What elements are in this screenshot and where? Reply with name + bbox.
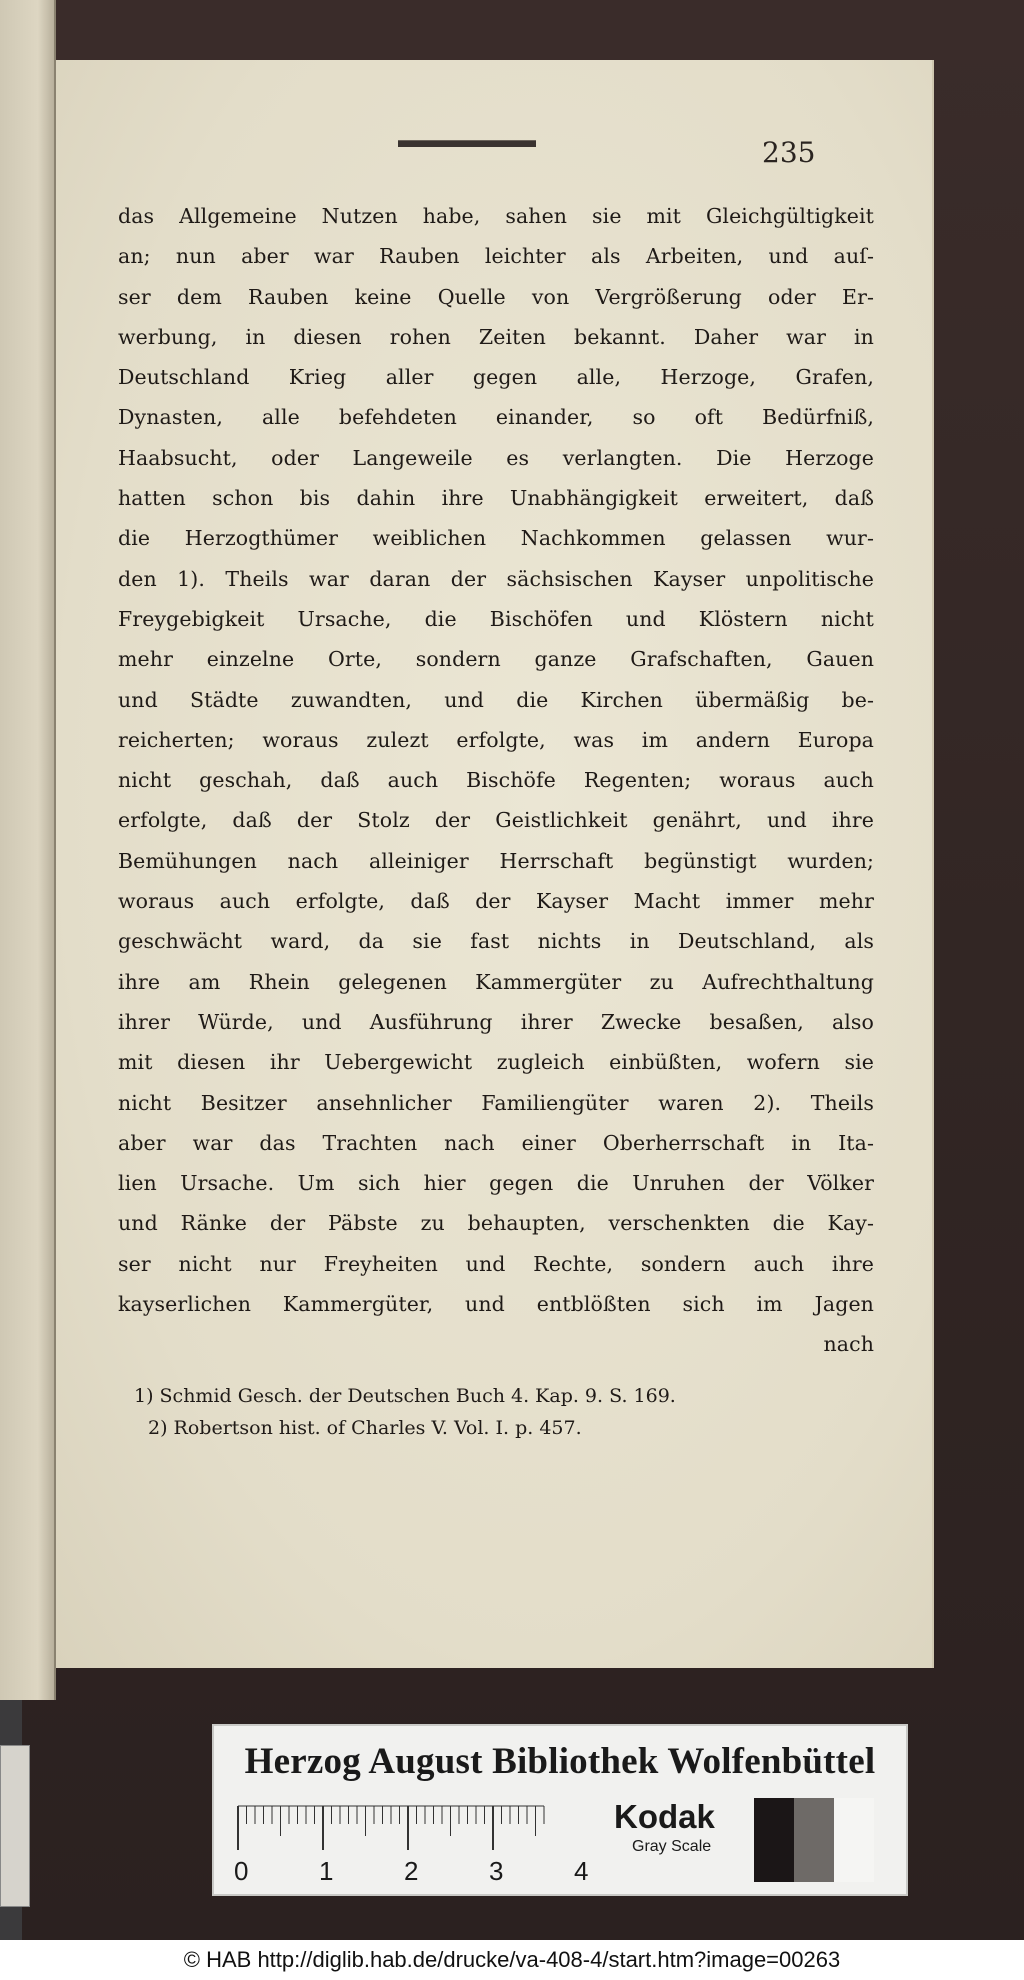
- ruler-number: 2: [404, 1856, 419, 1886]
- text-line: die Herzogthümer weiblichen Nachkommen gelassen wur-: [118, 526, 874, 551]
- kodak-logo: Kodak: [614, 1798, 715, 1835]
- text-line: mit diesen ihr Uebergewicht zugleich einbüßten, wofern sie: [118, 1050, 874, 1075]
- ruler-number: 1: [319, 1856, 334, 1886]
- copyright-footer: [0, 1940, 1024, 1980]
- text-line: reicherten; woraus zulezt erfolgte, was im andern Europa: [118, 727, 874, 752]
- gray-swatch-black: [754, 1798, 794, 1882]
- text-line: nicht geschah, daß auch Bischöfe Regenten; woraus auch: [118, 768, 874, 793]
- left-tab-strip: [0, 1745, 30, 1907]
- text-line: den 1). Theils war daran der sächsischen Kayser unpolitische: [118, 566, 874, 591]
- gray-swatch-mid: [794, 1798, 834, 1882]
- color-calibration-card: [212, 1724, 908, 1896]
- gray-scale-label: Gray Scale: [632, 1838, 712, 1855]
- text-line: an; nun aber war Rauben leichter als Arbeiten, und auſ-: [118, 244, 874, 269]
- left-page-edge: [0, 0, 56, 1700]
- text-line: und Städte zuwandten, und die Kirchen übermäßig be-: [118, 687, 874, 712]
- body-text: [118, 196, 874, 1365]
- text-line: ser nicht nur Freyheiten und Rechte, sondern auch ihre: [118, 1251, 874, 1276]
- text-line: Dynasten, alle befehdeten einander, so oft Bedürfniß,: [118, 405, 874, 430]
- text-line: ihre am Rhein gelegenen Kammergüter zu Aufrechthaltung: [118, 969, 874, 994]
- header-rule: [398, 140, 536, 147]
- ruler-number: 3: [489, 1856, 504, 1886]
- ruler-number: 4: [574, 1856, 589, 1886]
- footnote-2: 2) Robertson hist. of Charles V. Vol. I. p. 457.: [148, 1417, 582, 1439]
- text-line: Bemühungen nach alleiniger Herrschaft begünstigt wurden;: [118, 848, 874, 873]
- text-line: lien Ursache. Um sich hier gegen die Unruhen der Völker: [118, 1171, 874, 1196]
- text-line: erfolgte, daß der Stolz der Geistlichkeit genährt, und ihre: [118, 808, 874, 833]
- gray-swatch-white: [834, 1798, 874, 1882]
- ruler-scale: [234, 1800, 634, 1886]
- text-line: und Ränke der Päbste zu behaupten, verschenkten die Kay-: [118, 1211, 874, 1236]
- page-number: 235: [762, 136, 816, 169]
- text-line: nicht Besitzer ansehnlicher Familiengüter waren 2). Theils: [118, 1090, 874, 1115]
- text-line: werbung, in diesen rohen Zeiten bekannt. Daher war in: [118, 324, 874, 349]
- text-line: Deutschland Krieg aller gegen alle, Herzoge, Grafen,: [118, 365, 874, 390]
- ruler-number: 0: [234, 1856, 249, 1886]
- text-line: Haabsucht, oder Langeweile es verlangten. Die Herzoge: [118, 445, 874, 470]
- text-line: kayserlichen Kammergüter, und entblößten sich im Jagen: [118, 1292, 874, 1317]
- text-line: hatten schon bis dahin ihre Unabhängigkeit erweitert, daß: [118, 486, 874, 511]
- library-name: Herzog August Bibliothek Wolfenbüttel: [244, 1741, 876, 1782]
- footnote-1: 1) Schmid Gesch. der Deutschen Buch 4. Kap. 9. S. 169.: [134, 1385, 676, 1407]
- catchword: nach: [823, 1332, 874, 1357]
- text-line: Freygebigkeit Ursache, die Bischöfen und Klöstern nicht: [118, 606, 874, 631]
- text-line: woraus auch erfolgte, daß der Kayser Macht immer mehr: [118, 889, 874, 914]
- text-line: mehr einzelne Orte, sondern ganze Grafschaften, Gauen: [118, 647, 874, 672]
- text-line: aber war das Trachten nach einer Oberherrschaft in Ita-: [118, 1130, 874, 1155]
- book-page: [56, 60, 932, 1668]
- text-line: das Allgemeine Nutzen habe, sahen sie mit Gleichgültigkeit: [118, 204, 874, 228]
- text-line: ser dem Rauben keine Quelle von Vergrößerung oder Er-: [118, 284, 874, 309]
- ruler-ticks: [238, 1806, 544, 1850]
- footnotes: [134, 1380, 874, 1444]
- copyright-text: © HAB http://diglib.hab.de/drucke/va-408-4/start.htm?image=00263: [183, 1947, 841, 1972]
- text-line: geschwächt ward, da sie fast nichts in Deutschland, als: [118, 929, 874, 954]
- text-line: ihrer Würde, und Ausführung ihrer Zwecke besaßen, also: [118, 1009, 874, 1034]
